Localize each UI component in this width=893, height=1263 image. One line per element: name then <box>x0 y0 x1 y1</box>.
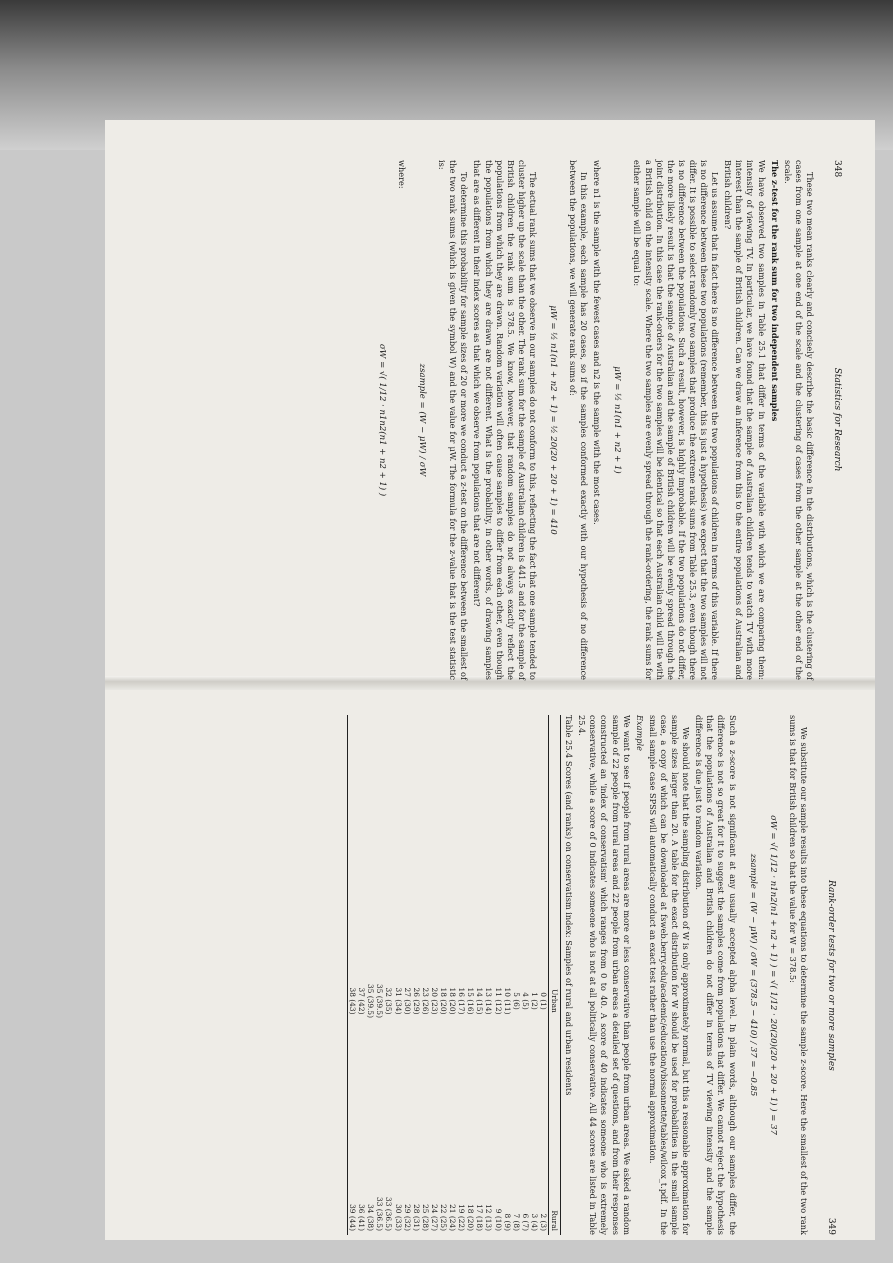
urban-cell: 1 (2) <box>529 992 539 1010</box>
paragraph: To determine this probability for sample sizes of 20 or more we conduct a z-test on the difference between the smallest of the two rank sums (which is given the symbol W) and the value for μW. The formula for the z-value that is the test statistic is: <box>437 160 470 680</box>
urban-cell: 10 (11) <box>502 987 512 1015</box>
row-spacer <box>375 715 384 923</box>
row-spacer <box>366 715 375 923</box>
row-spacer <box>439 715 448 923</box>
rural-cell: 12 (13) <box>484 1204 494 1231</box>
rural-cell: 24 (27) <box>429 1204 439 1231</box>
urban-cell: 35 (39.5) <box>375 984 385 1018</box>
urban-cell: 0 (1) <box>539 992 549 1010</box>
table-row <box>493 715 502 1235</box>
table-row <box>512 715 521 1235</box>
table-header-row <box>549 715 561 1235</box>
urban-cell: 37 (42) <box>357 987 367 1015</box>
table-caption: Table 25.4 Scores (and ranks) on conservatism index: Samples of rural and urban residents <box>564 715 575 1096</box>
rural-cell: 2 (3) <box>539 1213 549 1231</box>
urban-cell: 20 (23) <box>429 987 439 1015</box>
table-row <box>475 715 484 1235</box>
table-row <box>457 715 466 1235</box>
row-spacer <box>484 715 493 923</box>
table-row <box>384 715 393 1235</box>
page-number: 349 <box>826 1217 836 1235</box>
running-header <box>831 160 842 680</box>
paragraph: In this example, each sample has 20 cases, so if the samples conformed exactly with our hypothesis of no difference between the populations, we will generate rank sums of: <box>568 160 590 680</box>
table-row <box>466 715 475 1235</box>
page-349 <box>347 715 836 1235</box>
paragraph: The actual rank sums that we observe in our samples do not conform to this, reflecting the fact that one sample tended to cluster higher up the scale than the other. The rank sum for the sample of Australian children is 441.5 and for the sample of British children the rank sum is 378.5. We know, however, that random samples do not always exactly reflect the populations from which they are drawn. Random variation will often cause samples to differ from each other, even though the populations from which they are drawn are not different. What is the probability, in other words, of drawing samples that are as different in their index scores as that which we observe from populations that are not different? <box>472 160 538 680</box>
paragraph: Let us assume that in fact there is no difference between the two populations of children in terms of this variable. If there is no difference between these two populations (remember, this is just a hypothesis) we expect that the two samples will not differ. It is possible to select randomly two samples that produce the extreme rank sums from Table 25.3, even though there is no difference between the populations. Such a result, however, is highly improbable. If the two populations do not differ, the more likely result is that the sample of Australian and the sample of British children will be evenly spread through the joint distribution. In this case the rank-orders for the two samples will be identical so that each Australian child will tie with a British child on the intensity scale. Where the two samples are evenly spread through the rank-ordering, the rank sums for either sample will be equal to: <box>632 160 721 680</box>
rural-cell: 29 (32) <box>402 1204 412 1231</box>
urban-cell: 31 (34) <box>393 987 403 1015</box>
urban-cell: 18 (20) <box>439 987 448 1015</box>
paragraph: Such a z-score is not significant at any usually accepted alpha level. In plain words, although our samples differ, the difference is not so great for it to suggest the samples come from populations that differ. We cannot reject the hypothesis that the populations of Australian and British children do not differ in terms of TV viewing intensity and the sample difference is due just to random variation. <box>694 715 738 1235</box>
rural-cell: 18 (20) <box>466 1204 476 1231</box>
table-row <box>357 715 366 1235</box>
table-row <box>403 715 412 1235</box>
table-row <box>539 715 549 1235</box>
urban-cell: 5 (6) <box>511 992 521 1010</box>
table-row <box>375 715 384 1235</box>
row-spacer <box>421 715 430 923</box>
rural-cell: 21 (24) <box>448 1204 458 1231</box>
row-spacer <box>357 715 366 923</box>
row-spacer <box>493 715 502 923</box>
paragraph: We substitute our sample results into these equations to determine the sample z-score. Here the smallest of the two rank sums is that for British children so that the value for W = 378.5: <box>787 715 809 1235</box>
example-heading: Example <box>634 715 645 751</box>
table-row <box>503 715 512 1235</box>
urban-cell: 38 (43) <box>347 923 357 1079</box>
row-spacer <box>347 715 357 923</box>
rural-cell: 22 (25) <box>439 1204 448 1231</box>
row-spacer <box>466 715 475 923</box>
urban-cell: 23 (26) <box>420 987 430 1015</box>
urban-cell: 32 (35) <box>384 987 394 1015</box>
table-row <box>347 715 357 1235</box>
rural-cell: 3 (4) <box>529 1213 539 1231</box>
row-spacer <box>412 715 421 923</box>
equation-mean-rank-sum: μW = ½ n1(n1 + n2 + 1) <box>612 366 623 474</box>
row-spacer <box>448 715 457 923</box>
table-row <box>412 715 421 1235</box>
rural-cell: 33 (36.5) <box>384 1197 394 1231</box>
paragraph: We have observed two samples in Table 25.1 that differ in terms of the variable with which we are comparing them: intensity of viewing TV. In particular, we have found that the sample of Australian children tends to watch TV with more interest than the sample of British children. Can we draw an inference from this to the entire populations of Australian and British children? <box>723 160 767 680</box>
col-header-urban: Urban <box>549 923 561 1079</box>
urban-cell: 4 (5) <box>520 992 530 1010</box>
rural-cell: 28 (31) <box>411 1204 421 1231</box>
row-spacer <box>475 715 484 923</box>
section-heading: The z-test for the rank sum for two independent samples <box>769 160 780 422</box>
table-row <box>448 715 457 1235</box>
table-row <box>430 715 439 1235</box>
urban-cell: 16 (17) <box>457 987 467 1015</box>
table-row <box>521 715 530 1235</box>
rural-cell: 6 (7) <box>520 1213 530 1231</box>
rural-cell: 25 (28) <box>420 1204 430 1231</box>
paragraph: We want to see if people from rural areas are more or less conservative than people from urban areas. We asked a random sample of 22 people from rural areas and 22 people from urban areas a detailed set of questions, and from their responses constructed an 'index of conservatism' which ranges from 0 to 40. A score of 40 indicates someone who is extremely conservative, while a score of 0 indicates someone who is not at all politically conservative. All 44 scores are listed in Table 25.4. <box>577 715 632 1235</box>
urban-cell: 14 (15) <box>475 987 485 1015</box>
row-spacer <box>530 715 539 923</box>
rural-cell: 34 (38) <box>366 1204 376 1231</box>
rural-cell: 17 (18) <box>475 1204 485 1231</box>
col-header-rural: Rural <box>549 1079 561 1235</box>
row-spacer <box>384 715 393 923</box>
urban-cell: 11 (12) <box>493 987 503 1015</box>
row-spacer <box>512 715 521 923</box>
table-row <box>439 715 448 1235</box>
rural-cell: 33 (36.5) <box>375 1197 385 1231</box>
table-row <box>421 715 430 1235</box>
row-spacer <box>393 715 402 923</box>
table-row <box>484 715 493 1235</box>
urban-cell: 35 (39.5) <box>366 984 376 1018</box>
table-row <box>393 715 402 1235</box>
equation-z-value: zsample = (W − μW) / σW = (378.5 − 410) / 37 = −0.85 <box>747 853 758 1097</box>
rural-cell: 30 (33) <box>393 1204 403 1231</box>
running-header <box>825 715 836 1235</box>
row-spacer <box>539 715 549 923</box>
running-title: Statistics for Research <box>832 367 842 472</box>
equation-expected-rank-sum: μW = ½ n1(n1 + n2 + 1) = ½ 20(20 + 20 + 1) = 410 <box>548 305 559 535</box>
urban-cell: 15 (16) <box>466 987 476 1015</box>
rural-cell: 7 (8) <box>511 1213 521 1231</box>
row-spacer <box>521 715 530 923</box>
rural-cell: 39 (44) <box>347 1079 357 1235</box>
paragraph: These two mean ranks clearly and concisely describe the basic difference in the distributions, which is the clustering of cases from one sample at one end of the scale and the clustering of cases from the other sample at the other end of the scale. <box>782 160 815 680</box>
rural-cell: 9 (10) <box>493 1208 503 1231</box>
row-spacer <box>430 715 439 923</box>
conservatism-table <box>347 715 561 1235</box>
table-row <box>366 715 375 1235</box>
row-spacer <box>457 715 466 923</box>
rural-cell: 36 (41) <box>357 1204 367 1231</box>
equation-sigma-w-value: σW = √( 1/12 · n1n2(n1 + n2 + 1) ) = √( 1/12 · 20(20)(20 + 20 + 1) ) = 37 <box>767 815 778 1135</box>
urban-cell: 27 (30) <box>402 987 412 1015</box>
row-spacer <box>503 715 512 923</box>
row-spacer <box>403 715 412 923</box>
paragraph: where n1 is the sample with the fewest cases and n2 is the sample with the most cases. <box>592 160 603 525</box>
urban-cell: 13 (14) <box>484 987 494 1015</box>
rural-cell: 19 (22) <box>457 1204 467 1231</box>
urban-cell: 26 (29) <box>411 987 421 1015</box>
page-number: 348 <box>832 160 842 178</box>
page-348 <box>367 160 842 680</box>
equation-z-sample: zsample = (W − μW) / σW <box>417 363 428 477</box>
paragraph: We should note that the sampling distribution of W is only approximately normal, but this a reasonable approximation for sample sizes larger than 20. A table for the exact distribution for W should be used for probabilities in the small sample case, a copy of which can be downloaded at fsweb.berry.edu/academic/education/vbissonnette/tables/wilcox_t.pdf. In the small sample case SPSS will automatically conduct an exact test rather than use the normal approximation. <box>647 715 692 1235</box>
where-label: where: <box>397 160 407 189</box>
rural-cell: 8 (9) <box>502 1213 512 1231</box>
equation-sigma-w: σW = √( 1/12 · n1n2(n1 + n2 + 1) ) <box>376 343 387 497</box>
running-title: Rank-order tests for two or more samples <box>826 880 836 1071</box>
table-row <box>530 715 539 1235</box>
urban-cell: 18 (20) <box>448 987 458 1015</box>
